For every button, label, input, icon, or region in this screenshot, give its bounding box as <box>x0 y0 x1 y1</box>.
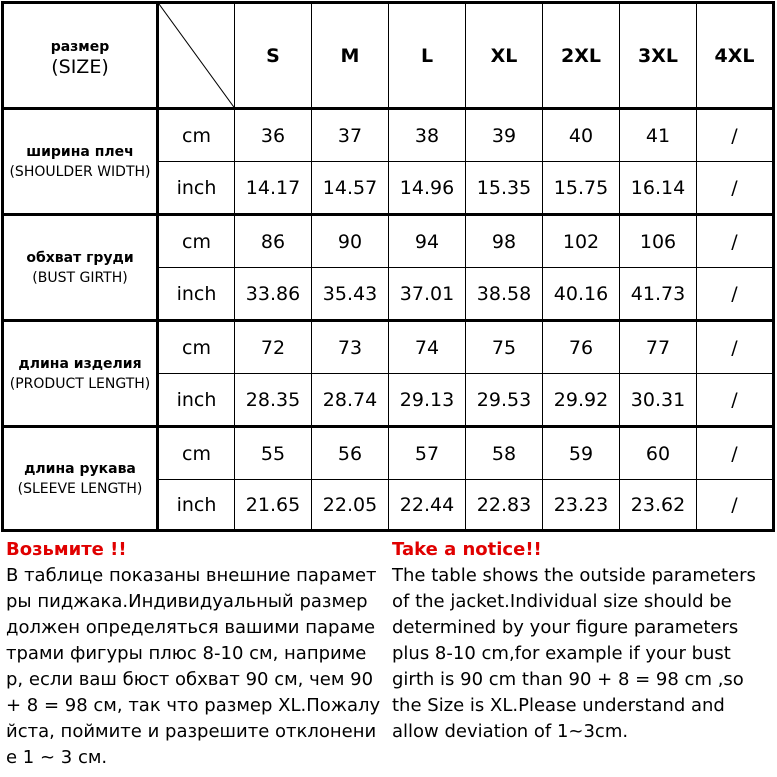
value-cell: 14.57 <box>312 162 389 215</box>
size-label-en: (SIZE) <box>51 55 109 78</box>
note-line: йста, поймите и разрешите отклонени <box>6 721 377 742</box>
value-cell: 14.17 <box>235 162 312 215</box>
measurement-label <box>3 427 158 531</box>
notes-russian <box>6 537 380 771</box>
value-cell: 60 <box>620 427 697 480</box>
measurement-label <box>3 321 158 427</box>
notes-english <box>392 537 756 745</box>
value-cell: 41.73 <box>620 268 697 321</box>
value-cell: 74 <box>389 321 466 374</box>
measurement-label-ru: длина изделия <box>18 355 142 372</box>
value-cell: / <box>697 109 774 162</box>
measurement-label-ru: длина рукава <box>24 460 136 477</box>
size-label-cell <box>3 3 158 109</box>
value-cell: / <box>697 427 774 480</box>
table-row <box>3 321 774 374</box>
value-cell: 22.05 <box>312 480 389 531</box>
value-cell: 59 <box>543 427 620 480</box>
value-cell: 23.62 <box>620 480 697 531</box>
size-header-3xl: 3XL <box>620 3 697 109</box>
measurement-label-en: (SHOULDER WIDTH) <box>9 163 151 180</box>
value-cell: 73 <box>312 321 389 374</box>
diagonal-cell <box>158 3 235 109</box>
value-cell: 102 <box>543 215 620 268</box>
note-line: ры пиджака.Индивидуальный размер <box>6 591 368 612</box>
table-row <box>3 109 774 162</box>
value-cell: 15.35 <box>466 162 543 215</box>
value-cell: / <box>697 162 774 215</box>
note-line: В таблице показаны внешние парамет <box>6 565 377 586</box>
value-cell: / <box>697 480 774 531</box>
value-cell: 29.13 <box>389 374 466 427</box>
value-cell: 23.23 <box>543 480 620 531</box>
notes-en-title: Take a notice!! <box>392 539 542 560</box>
value-cell: 55 <box>235 427 312 480</box>
unit-cell: inch <box>158 162 235 215</box>
note-line: трами фигуры плюс 8-10 см, наприме <box>6 643 367 664</box>
diagonal-line <box>159 4 236 110</box>
note-line: plus 8-10 cm,for example if your bust <box>392 643 731 664</box>
unit-cell: cm <box>158 427 235 480</box>
value-cell: 35.43 <box>312 268 389 321</box>
value-cell: 29.92 <box>543 374 620 427</box>
value-cell: 86 <box>235 215 312 268</box>
note-line: The table shows the outside parameters <box>392 565 756 586</box>
unit-cell: inch <box>158 480 235 531</box>
value-cell: 21.65 <box>235 480 312 531</box>
value-cell: 38 <box>389 109 466 162</box>
size-header-l: L <box>389 3 466 109</box>
measurement-label-ru: обхват груди <box>26 249 134 266</box>
note-line: the Size is XL.Please understand and <box>392 695 725 716</box>
value-cell: 15.75 <box>543 162 620 215</box>
value-cell: / <box>697 374 774 427</box>
value-cell: 77 <box>620 321 697 374</box>
size-header-xl: XL <box>466 3 543 109</box>
value-cell: 28.35 <box>235 374 312 427</box>
note-line: girth is 90 cm than 90 + 8 = 98 cm ,so <box>392 669 744 690</box>
value-cell: 56 <box>312 427 389 480</box>
value-cell: 29.53 <box>466 374 543 427</box>
value-cell: 94 <box>389 215 466 268</box>
value-cell: 33.86 <box>235 268 312 321</box>
note-line: of the jacket.Individual size should be <box>392 591 732 612</box>
measurement-label-en: (BUST GIRTH) <box>32 269 128 286</box>
table-row <box>3 427 774 480</box>
measurement-label-en: (SLEEVE LENGTH) <box>17 480 143 497</box>
value-cell: 57 <box>389 427 466 480</box>
note-line: determined by your figure parameters <box>392 617 739 638</box>
note-line: allow deviation of 1~3cm. <box>392 721 629 742</box>
value-cell: 37 <box>312 109 389 162</box>
value-cell: 36 <box>235 109 312 162</box>
note-line: е 1 ~ 3 см. <box>6 747 108 768</box>
value-cell: 16.14 <box>620 162 697 215</box>
value-cell: 22.83 <box>466 480 543 531</box>
measurement-label-en: (PRODUCT LENGTH) <box>9 375 151 392</box>
value-cell: 72 <box>235 321 312 374</box>
value-cell: 39 <box>466 109 543 162</box>
note-line: должен определяться вашими параме <box>6 617 376 638</box>
note-line: + 8 = 98 см, так что размер XL.Пожалу <box>6 695 381 716</box>
value-cell: / <box>697 215 774 268</box>
value-cell: / <box>697 268 774 321</box>
size-header-4xl: 4XL <box>697 3 774 109</box>
value-cell: 41 <box>620 109 697 162</box>
size-header-m: M <box>312 3 389 109</box>
value-cell: 14.96 <box>389 162 466 215</box>
value-cell: 98 <box>466 215 543 268</box>
size-chart-table <box>1 1 775 532</box>
note-line: р, если ваш бюст обхват 90 см, чем 90 <box>6 669 374 690</box>
value-cell: 90 <box>312 215 389 268</box>
value-cell: 40.16 <box>543 268 620 321</box>
value-cell: 37.01 <box>389 268 466 321</box>
value-cell: 75 <box>466 321 543 374</box>
value-cell: 22.44 <box>389 480 466 531</box>
unit-cell: cm <box>158 215 235 268</box>
unit-cell: inch <box>158 268 235 321</box>
size-label-ru: размер <box>50 38 110 55</box>
unit-cell: inch <box>158 374 235 427</box>
measurement-label <box>3 215 158 321</box>
size-header-s: S <box>235 3 312 109</box>
table-row <box>3 215 774 268</box>
value-cell: 28.74 <box>312 374 389 427</box>
measurement-label <box>3 109 158 215</box>
value-cell: 106 <box>620 215 697 268</box>
value-cell: 58 <box>466 427 543 480</box>
unit-cell: cm <box>158 321 235 374</box>
value-cell: / <box>697 321 774 374</box>
value-cell: 38.58 <box>466 268 543 321</box>
value-cell: 40 <box>543 109 620 162</box>
measurement-label-ru: ширина плеч <box>26 143 134 160</box>
value-cell: 76 <box>543 321 620 374</box>
value-cell: 30.31 <box>620 374 697 427</box>
notes-ru-title: Возьмите !! <box>6 539 127 560</box>
header-row <box>3 3 774 109</box>
unit-cell: cm <box>158 109 235 162</box>
size-header-2xl: 2XL <box>543 3 620 109</box>
